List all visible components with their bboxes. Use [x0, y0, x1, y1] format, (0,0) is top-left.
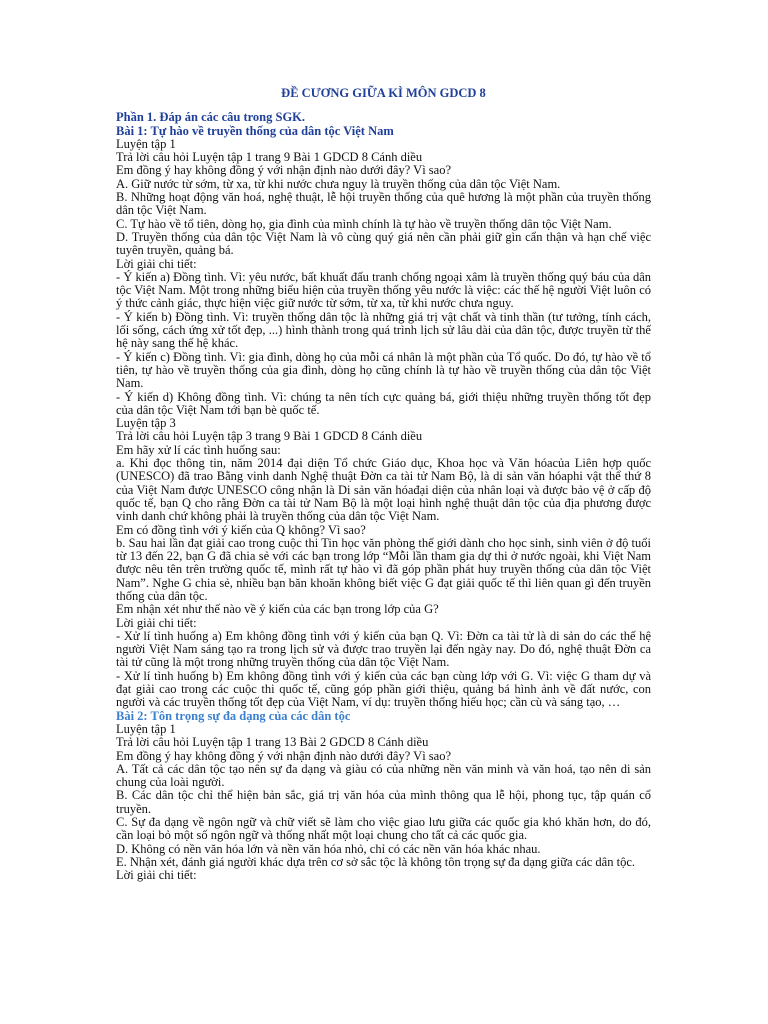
paragraph: B. Các dân tộc chỉ thể hiện bản sắc, giá trị văn hóa của mình thông qua lễ hội, phong tục, tập quán cổ truyền.	[116, 788, 651, 816]
paragraph: a. Khi đọc thông tin, năm 2014 đại diện Tổ chức Giáo dục, Khoa học và Văn hóacủa Liên hợp quốc (UNESCO) đã trao Bằng vinh danh Nghệ thuật Đờn ca tài tử Nam Bộ, là di sản văn hóaphi vật thể thứ 8 của Việt Nam được UNESCO công nhận là Di sản văn hóađại diện của nhân loại và được bảo vệ ở cấp độ quốc tế, bạn Q cho rằng Đờn ca tài tử Nam Bộ là một loại hình nghệ thuật dân tộc của địa phương được vinh danh chứ không phải là truyền thống của dân tộc Việt Nam.	[116, 456, 651, 524]
paragraph: B. Những hoạt động văn hoá, nghệ thuật, lễ hội truyền thống của quê hương là một phần của truyền thống dân tộc Việt Nam.	[116, 190, 651, 218]
paragraph: Lời giải chi tiết:	[116, 615, 197, 630]
paragraph: A. Giữ nước từ sớm, từ xa, từ khi nước chưa nguy là truyền thống của dân tộc Việt Nam.	[116, 176, 561, 191]
paragraph: Em có đồng tình với ý kiến của Q không? Vì sao?	[116, 522, 366, 537]
lesson-1-heading: Bài 1: Tự hào về truyền thống của dân tộc Việt Nam	[116, 123, 394, 138]
paragraph: Em hãy xử lí các tình huống sau:	[116, 442, 281, 457]
paragraph: - Ý kiến b) Đồng tình. Vì: truyền thống dân tộc là những giá trị vật chất và tinh thần (tư tưởng, tính cách, lối sống, cách ứng xử tốt đẹp, ...) hình thành trong quá trình lịch sử lâu dài của dân tộc, được truyền từ thế hệ này sang thế hệ khác.	[116, 309, 651, 351]
paragraph: Trả lời câu hỏi Luyện tập 1 trang 9 Bài 1 GDCD 8 Cánh diều	[116, 150, 423, 165]
paragraph: A. Tất cả các dân tộc tạo nên sự đa dạng và giàu có của những nền văn minh và văn hoá, tạo nên di sản chung của loài người.	[116, 761, 651, 790]
paragraph: D. Truyền thống của dân tộc Việt Nam là vô cùng quý giá nên cần phải giữ gìn cẩn thận và hạn chế việc tuyên truyền, quảng bá.	[116, 229, 651, 258]
paragraph: - Xử lí tình huống b) Em không đồng tình với ý kiến của các bạn cùng lớp với G. Vì: việc G tham dự và đạt giải cao trong các cuộc thi quốc tế, cũng góp phần giới thiệu, quảng bá hình ảnh về đất nước, con người và các truyền thống tốt đẹp của Việt Nam, ví dụ: truyền thống hiếu học; cần cù và sáng tạo, …	[116, 668, 651, 710]
paragraph: C. Tự hào về tổ tiên, dòng họ, gia đình của mình chính là tự hào về truyền thống dân tộc Việt Nam.	[116, 216, 612, 231]
document-title: ĐỀ CƯƠNG GIỮA KÌ MÔN GDCD 8	[281, 86, 486, 100]
paragraph: - Xử lí tình huống a) Em không đồng tình với ý kiến của bạn Q. Vì: Đờn ca tài tử là di sản do các thế hệ người Việt Nam sáng tạo ra trong lịch sử và được trao truyền lại đến ngày nay. Do đó, nghệ thuật Đờn ca tài tử cũng là một trong những truyền thống của dân tộc Việt Nam.	[116, 628, 651, 670]
paragraph: - Ý kiến d) Không đồng tình. Vì: chúng ta nên tích cực quảng bá, giới thiệu những truyền thống tốt đẹp của dân tộc Việt Nam tới bạn bè quốc tế.	[116, 389, 651, 417]
paragraph: Em đồng ý hay không đồng ý với nhận định nào dưới đây? Vì sao?	[116, 163, 451, 178]
paragraph: b. Sau hai lần đạt giải cao trong cuộc thi Tin học văn phòng thế giới dành cho học sinh, sinh viên ở độ tuổi từ 13 đến 22, bạn G đã chia sẻ với các bạn trong lớp “Mỗi lần tham gia dự thi ở nước ngoài, khi Việt Nam được nêu tên trên trường quốc tế, mình rất tự hào vì đã góp phần phát huy truyền thống của dân tộc Việt Nam”. Nghe G chia sẻ, nhiều bạn băn khoăn không biết việc G đạt giải quốc tế thì liên quan gì đến truyền thống của dân tộc.	[116, 535, 651, 603]
paragraph: Trả lời câu hỏi Luyện tập 1 trang 13 Bài 2 GDCD 8 Cánh diều	[116, 735, 429, 750]
lesson-1-body	[116, 138, 651, 710]
paragraph: Lời giải chi tiết:	[116, 868, 197, 883]
lesson-2-heading: Bài 2: Tôn trọng sự đa dạng của các dân tộc	[116, 708, 351, 723]
paragraph: Lời giải chi tiết:	[116, 256, 197, 271]
paragraph: Em đồng ý hay không đồng ý với nhận định nào dưới đây? Vì sao?	[116, 748, 451, 763]
lesson-2-body	[116, 723, 651, 883]
document-page	[116, 87, 651, 883]
paragraph: Luyện tập 1	[116, 136, 176, 151]
paragraph: Luyện tập 3	[116, 416, 176, 431]
paragraph: D. Không có nền văn hóa lớn và nền văn hóa nhỏ, chỉ có các nền văn hóa khác nhau.	[116, 841, 541, 856]
paragraph: E. Nhận xét, đánh giá người khác dựa trên cơ sở sắc tộc là không tôn trọng sự đa dạng giữa các dân tộc.	[116, 854, 636, 869]
paragraph: Luyện tập 1	[116, 721, 176, 736]
paragraph: Trả lời câu hỏi Luyện tập 3 trang 9 Bài 1 GDCD 8 Cánh diều	[116, 429, 423, 444]
paragraph: - Ý kiến a) Đồng tình. Vì: yêu nước, bất khuất đấu tranh chống ngoại xâm là truyền thống quý báu của dân tộc Việt Nam. Một trong những biểu hiện của truyền thống yêu nước là việc: các thế hệ người Việt luôn có ý thức cảnh giác, thực hiện việc giữ nước từ sớm, từ xa, từ khi nước chưa nguy.	[116, 269, 651, 311]
paragraph: Em nhận xét như thế nào về ý kiến của các bạn trong lớp của G?	[116, 602, 439, 617]
paragraph: C. Sự đa dạng về ngôn ngữ và chữ viết sẽ làm cho việc giao lưu giữa các quốc gia khó khăn hơn, do đó, cần loại bỏ một số ngôn ngữ và thống nhất một loại chung cho tất cả các quốc gia.	[116, 815, 651, 843]
paragraph: - Ý kiến c) Đồng tình. Vì: gia đình, dòng họ của mỗi cá nhân là một phần của Tổ quốc. Do đó, tự hào về tổ tiên, tự hào về truyền thống của gia đình, dòng họ cũng chính là tự hào về truyền thống của dân tộc Việt Nam.	[116, 349, 651, 391]
part-heading: Phần 1. Đáp án các câu trong SGK.	[116, 110, 306, 125]
